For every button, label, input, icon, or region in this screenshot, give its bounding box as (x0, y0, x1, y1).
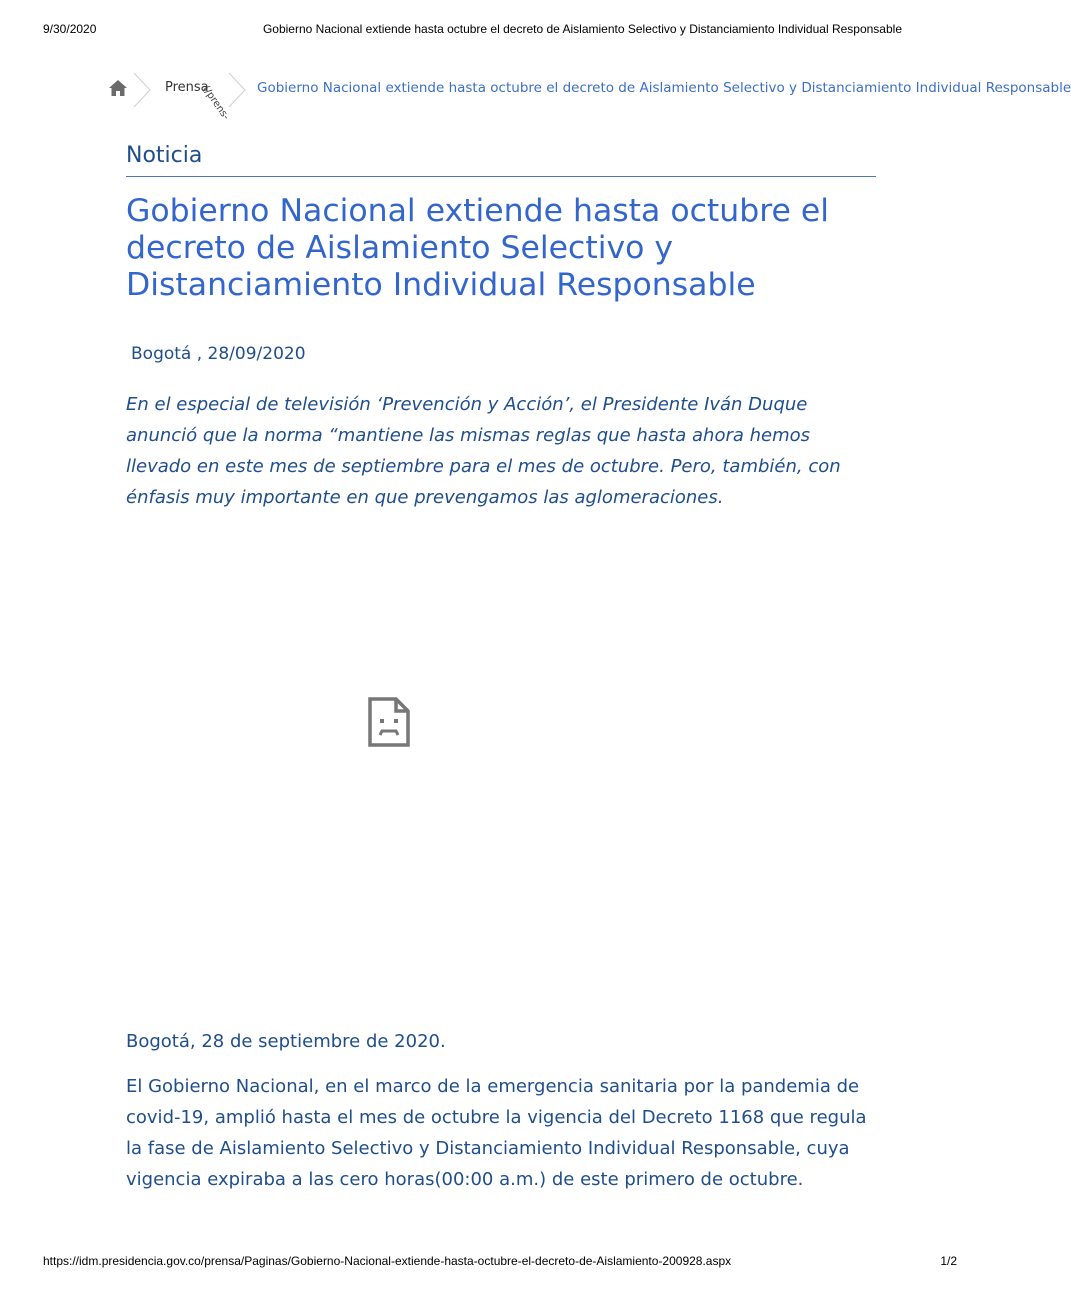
print-page-title: Gobierno Nacional extiende hasta octubre el decreto de Aislamiento Selectivo y Distanciamiento Individual Responsable (262, 22, 902, 36)
breadcrumb-current-page[interactable]: Gobierno Nacional extiende hasta octubre el decreto de Aislamiento Selectivo y Distanciamiento Individual Responsable (257, 80, 1071, 96)
article-title: Gobierno Nacional extiende hasta octubre el decreto de Aislamiento Selectivo y Distanciamiento Individual Responsable (126, 193, 830, 303)
article-lead: En el especial de televisión ‘Prevención y Acción’, el Presidente Iván Duque anunció que la norma “mantiene las mismas reglas que hasta ahora hemos llevado en este mes de septiembre para el mes de octubre. Pero, también, con énfasis muy importante en que prevengamos las aglomeraciones. (126, 394, 841, 508)
breadcrumb (106, 72, 1071, 123)
print-date: 9/30/2020 (43, 22, 97, 36)
body-dateline: Bogotá, 28 de septiembre de 2020. (126, 1031, 446, 1052)
home-icon[interactable] (108, 79, 128, 97)
article-dateline: Bogotá , 28/09/2020 (131, 344, 306, 364)
broken-image-icon (366, 695, 412, 749)
chevron-right-icon (228, 72, 246, 108)
section-divider (126, 176, 876, 177)
article-body-paragraph: El Gobierno Nacional, en el marco de la emergencia sanitaria por la pandemia de covid-19, amplió hasta el mes de octubre la vigencia del Decreto 1168 que regula la fase de Aislamiento Selectivo y Distanciamiento Individual Responsable, cuya vigencia expiraba a las cero horas(00:00 a.m.) de este primero de octubre. (126, 1076, 867, 1190)
breadcrumb-path-fragment: (/prens- (199, 84, 232, 123)
section-label: Noticia (126, 143, 203, 168)
print-url: https://idm.presidencia.gov.co/prensa/Paginas/Gobierno-Nacional-extiende-hasta-octubre-el-decreto-de-Aislamiento-200928.aspx (43, 1254, 732, 1268)
breadcrumb-prensa-link[interactable]: Prensa (165, 80, 209, 95)
print-page-number: 1/2 (940, 1254, 957, 1268)
chevron-right-icon (133, 72, 151, 108)
